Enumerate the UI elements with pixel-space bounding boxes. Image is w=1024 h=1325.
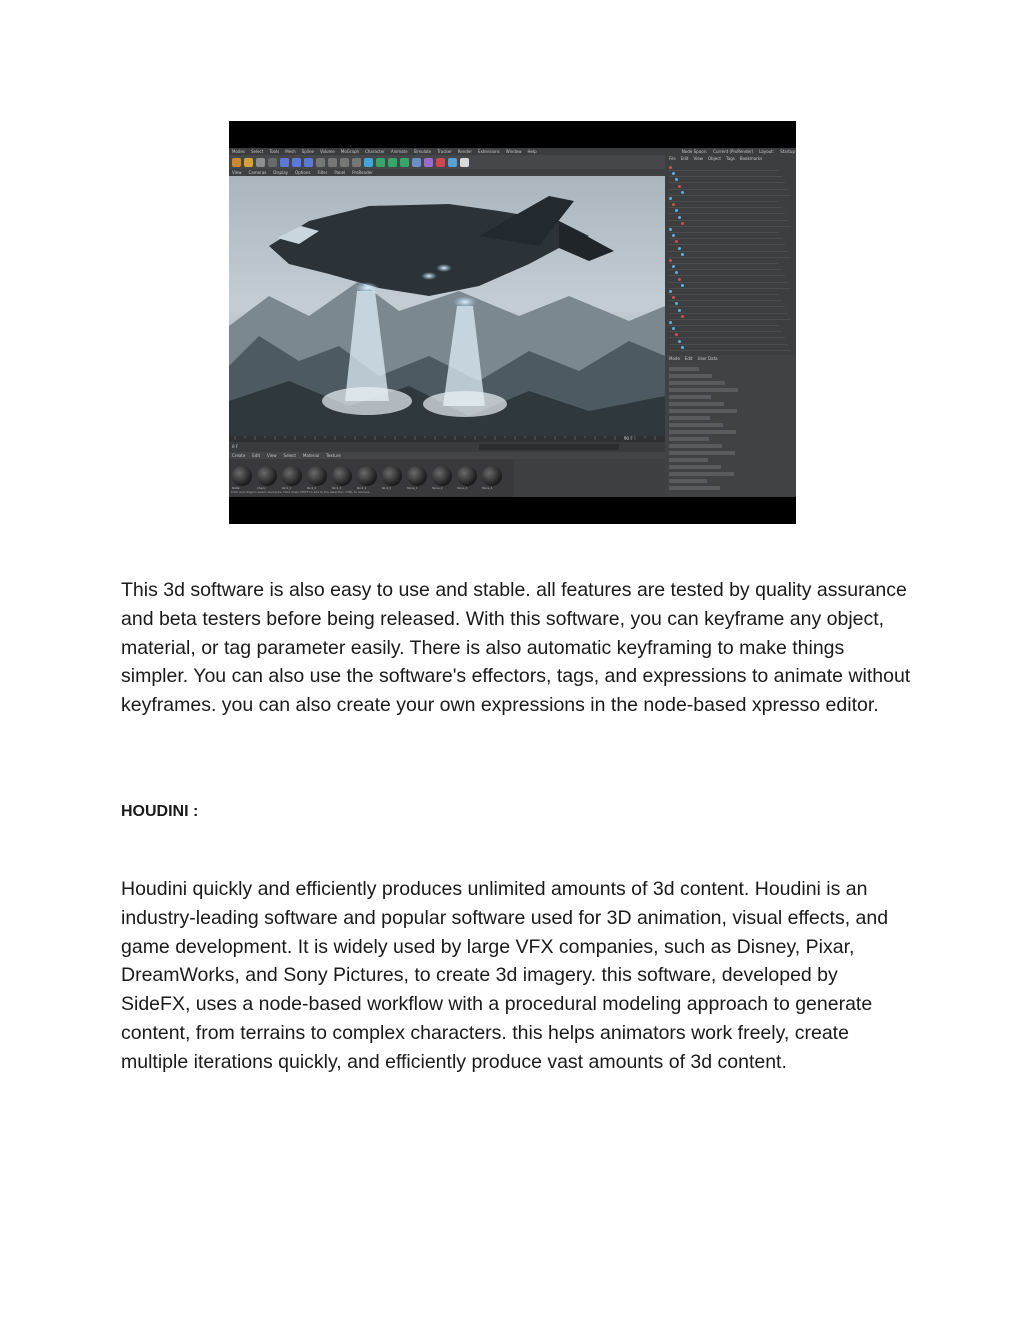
ui-label: Filter: [317, 170, 328, 175]
engine-glow-4: [436, 264, 452, 272]
object-type-icon: [678, 309, 681, 312]
object-row[interactable]: [669, 345, 791, 351]
ui-label: Select: [250, 149, 264, 154]
ui-label: Texture: [326, 453, 341, 458]
object-type-icon: [678, 278, 681, 281]
coordinate-manager: [514, 459, 665, 497]
ui-label: Material: [302, 453, 320, 458]
attribute-field[interactable]: [669, 374, 712, 378]
object-row[interactable]: [669, 264, 782, 270]
material-name: Stone_1: [407, 487, 418, 490]
material-name: Rock_1: [282, 487, 292, 490]
engine-glow-3: [421, 272, 437, 280]
spaceship-scene: [229, 176, 665, 436]
toolbar-tool-icon[interactable]: [292, 158, 301, 167]
ui-label: Character: [365, 149, 385, 154]
3d-viewport[interactable]: [229, 176, 665, 436]
material-swatch[interactable]: [332, 466, 352, 486]
object-type-icon: [675, 333, 678, 336]
object-row[interactable]: [669, 283, 791, 289]
object-row[interactable]: [669, 314, 791, 320]
attribute-field[interactable]: [669, 486, 720, 490]
material-manager: [229, 459, 514, 497]
toolbar-tool-icon[interactable]: [256, 158, 265, 167]
toolbar-tool-icon[interactable]: [364, 158, 373, 167]
object-manager-tabs: [669, 156, 762, 161]
ui-label: Modes: [232, 149, 245, 154]
ui-label: Options: [295, 170, 311, 175]
object-type-icon: [678, 185, 681, 188]
object-type-icon: [675, 178, 678, 181]
object-type-icon: [669, 228, 672, 231]
object-type-icon: [678, 247, 681, 250]
material-swatch[interactable]: [257, 466, 277, 486]
object-type-icon: [681, 222, 684, 225]
attribute-field[interactable]: [669, 458, 708, 462]
object-type-icon: [672, 172, 675, 175]
material-name: Stone_3: [457, 487, 468, 490]
ui-label: Tracker: [437, 149, 452, 154]
object-row[interactable]: [669, 246, 788, 252]
ui-label: View: [267, 453, 277, 458]
object-row[interactable]: [669, 301, 785, 307]
toolbar-tool-icon[interactable]: [328, 158, 337, 167]
object-type-icon: [672, 296, 675, 299]
section-heading-houdini: HOUDINI :: [121, 803, 199, 820]
object-row[interactable]: [669, 184, 788, 190]
object-type-icon: [681, 346, 684, 349]
material-swatch[interactable]: [357, 466, 377, 486]
ui-label: Help: [527, 149, 537, 154]
object-type-icon: [681, 253, 684, 256]
object-row[interactable]: [669, 277, 788, 283]
attribute-field[interactable]: [669, 444, 722, 448]
object-type-icon: [669, 197, 672, 200]
menu-bar-right: [682, 149, 795, 154]
object-type-icon: [678, 216, 681, 219]
material-name: Matte: [232, 487, 240, 490]
material-name: Rock_4: [357, 487, 367, 490]
object-row[interactable]: [669, 270, 785, 276]
toolbar-tool-icon[interactable]: [388, 158, 397, 167]
object-type-icon: [675, 302, 678, 305]
attribute-field[interactable]: [669, 472, 734, 476]
viewport-menu: [229, 169, 668, 176]
object-row[interactable]: [669, 233, 782, 239]
object-type-icon: [672, 265, 675, 268]
object-row[interactable]: [669, 221, 791, 227]
attribute-field[interactable]: [669, 465, 721, 469]
material-swatch[interactable]: [482, 466, 502, 486]
toolbar-tool-icon[interactable]: [412, 158, 421, 167]
object-row[interactable]: [669, 202, 782, 208]
toolbar-tool-icon[interactable]: [376, 158, 385, 167]
toolbar-tool-icon[interactable]: [352, 158, 361, 167]
status-bar-text: Click and drag to select elements. Hold down SHIFT to add to the selection, CTRL to remove.: [231, 490, 371, 494]
engine-glow-1: [355, 282, 379, 294]
object-type-icon: [675, 271, 678, 274]
toolbar-tool-icon[interactable]: [400, 158, 409, 167]
ui-label: Create: [232, 453, 246, 458]
object-row[interactable]: [669, 295, 782, 301]
object-type-icon: [678, 340, 681, 343]
paragraph-houdini: Houdini quickly and efficiently produces unlimited amounts of 3d content. Houdini is an industry-leading software and popular software used for 3D animation, visual effects, and game development. It is widely used by large VFX companies, such as Disney, Pixar, DreamWorks, and Sony Pictures, to create 3d imagery. this software, developed by SideFX, uses a node-based workflow with a procedural modeling approach to generate content, from terrains to complex characters. this helps animators work freely, create multiple iterations quickly, and efficiently produce vast amounts of 3d content.: [121, 878, 889, 1073]
object-row[interactable]: [669, 190, 791, 196]
ui-label: Display: [273, 170, 289, 175]
material-name: Cherry: [257, 487, 266, 490]
object-manager: [665, 155, 796, 355]
object-type-icon: [669, 290, 672, 293]
attribute-field[interactable]: [669, 430, 736, 434]
material-swatch[interactable]: [432, 466, 452, 486]
ui-label: Animate: [390, 149, 408, 154]
object-type-icon: [669, 259, 672, 262]
toolbar-tool-icon[interactable]: [280, 158, 289, 167]
object-type-icon: [669, 166, 672, 169]
object-row[interactable]: [669, 320, 779, 326]
ui-label: Spline: [301, 149, 315, 154]
toolbar: [229, 155, 668, 169]
material-name: Rock_5: [382, 487, 392, 490]
ui-label: Cameras: [248, 170, 267, 175]
object-row[interactable]: [669, 165, 779, 171]
object-type-icon: [681, 284, 684, 287]
object-type-icon: [675, 240, 678, 243]
ui-label: View: [232, 170, 242, 175]
frame-start: 0 F: [232, 444, 239, 449]
material-swatch[interactable]: [457, 466, 477, 486]
object-type-icon: [672, 203, 675, 206]
material-name: Stone_2: [432, 487, 443, 490]
toolbar-tool-icon[interactable]: [268, 158, 277, 167]
panel-tab[interactable]: File: [669, 156, 676, 161]
object-type-icon: [681, 191, 684, 194]
ui-label: Extensions: [477, 149, 500, 154]
material-swatch[interactable]: [407, 466, 427, 486]
object-row[interactable]: [669, 308, 788, 314]
ui-label: Startup: [780, 149, 795, 154]
object-row[interactable]: [669, 239, 785, 245]
attribute-field[interactable]: [669, 367, 699, 371]
material-name: Rock_2: [307, 487, 317, 490]
panel-tab[interactable]: Edit: [680, 156, 689, 161]
object-row[interactable]: [669, 289, 779, 295]
attribute-field[interactable]: [669, 423, 723, 427]
material-swatch[interactable]: [307, 466, 327, 486]
object-row[interactable]: [669, 196, 779, 202]
toolbar-tool-icon[interactable]: [424, 158, 433, 167]
toolbar-tool-icon[interactable]: [436, 158, 445, 167]
attribute-field[interactable]: [669, 381, 725, 385]
attribute-tab[interactable]: User Data: [697, 356, 718, 361]
attribute-field[interactable]: [669, 451, 735, 455]
panel-tab[interactable]: View: [693, 156, 703, 161]
object-row[interactable]: [669, 339, 788, 345]
object-row[interactable]: [669, 326, 782, 332]
object-row[interactable]: [669, 332, 785, 338]
ui-label: Render: [457, 149, 472, 154]
attribute-field[interactable]: [669, 388, 738, 392]
ui-label: Panel: [334, 170, 346, 175]
toolbar-tool-icon[interactable]: [448, 158, 457, 167]
ui-label: MoGraph: [340, 149, 360, 154]
menu-bar: [229, 148, 796, 155]
panel-tab[interactable]: Object: [707, 156, 721, 161]
object-type-icon: [672, 327, 675, 330]
attribute-field[interactable]: [669, 437, 709, 441]
object-row[interactable]: [669, 177, 785, 183]
object-type-icon: [675, 209, 678, 212]
material-swatch[interactable]: [232, 466, 252, 486]
ui-label: Edit: [252, 453, 261, 458]
attribute-field[interactable]: [669, 416, 710, 420]
ui-label: Simulate: [413, 149, 432, 154]
object-row[interactable]: [669, 227, 779, 233]
ui-label: Select: [283, 453, 296, 458]
attribute-field[interactable]: [669, 402, 724, 406]
toolbar-tool-icon[interactable]: [244, 158, 253, 167]
material-name: Stone_4: [482, 487, 493, 490]
attribute-manager-tabs: [669, 356, 718, 361]
ui-label: Window: [505, 149, 522, 154]
ui-label: Volume: [320, 149, 335, 154]
material-name: Rock_3: [332, 487, 342, 490]
panel-tab[interactable]: Bookmarks: [739, 156, 763, 161]
material-swatch[interactable]: [282, 466, 302, 486]
object-row[interactable]: [669, 258, 779, 264]
ui-label: Layout:: [759, 149, 775, 154]
attribute-tab[interactable]: Mode: [669, 356, 680, 361]
paragraph-intro: This 3d software is also easy to use and stable. all features are tested by quality assurance and beta testers before being released. With this software, you can keyframe any object, material, or tag parameter easily. There is also automatic keyframing to make things simpler. You can also use the software's effectors, tags, and expressions to animate without keyframes. you can also create your own expressions in the node-based xpresso editor.: [121, 579, 911, 716]
3d-app-window: [229, 148, 796, 497]
object-type-icon: [672, 234, 675, 237]
attribute-manager: [665, 355, 796, 497]
object-type-icon: [669, 321, 672, 324]
engine-glow-2: [453, 296, 477, 308]
object-row[interactable]: [669, 215, 788, 221]
panel-tab[interactable]: Tags: [725, 156, 735, 161]
software-screenshot-figure: [229, 121, 796, 524]
attribute-tab[interactable]: Edit: [684, 356, 693, 361]
toolbar-tool-icon[interactable]: [460, 158, 469, 167]
frame-end: 90 F: [624, 436, 633, 441]
toolbar-tool-icon[interactable]: [340, 158, 349, 167]
ui-label: Current (ProRender): [713, 149, 754, 154]
toolbar-tool-icon[interactable]: [304, 158, 313, 167]
attribute-field[interactable]: [669, 409, 737, 413]
object-row[interactable]: [669, 208, 785, 214]
attribute-field[interactable]: [669, 479, 707, 483]
ui-label: Mesh: [285, 149, 296, 154]
object-row[interactable]: [669, 171, 782, 177]
material-menu: [229, 452, 668, 459]
timeline-ruler: [229, 436, 665, 452]
ui-label: ProRender: [352, 170, 373, 175]
ui-label: Node Space:: [681, 149, 708, 154]
ui-label: Tools: [269, 149, 280, 154]
toolbar-tool-icon[interactable]: [232, 158, 241, 167]
toolbar-tool-icon[interactable]: [316, 158, 325, 167]
object-type-icon: [681, 315, 684, 318]
timeline[interactable]: [229, 436, 665, 452]
material-swatch[interactable]: [382, 466, 402, 486]
attribute-field[interactable]: [669, 395, 711, 399]
object-row[interactable]: [669, 252, 791, 258]
